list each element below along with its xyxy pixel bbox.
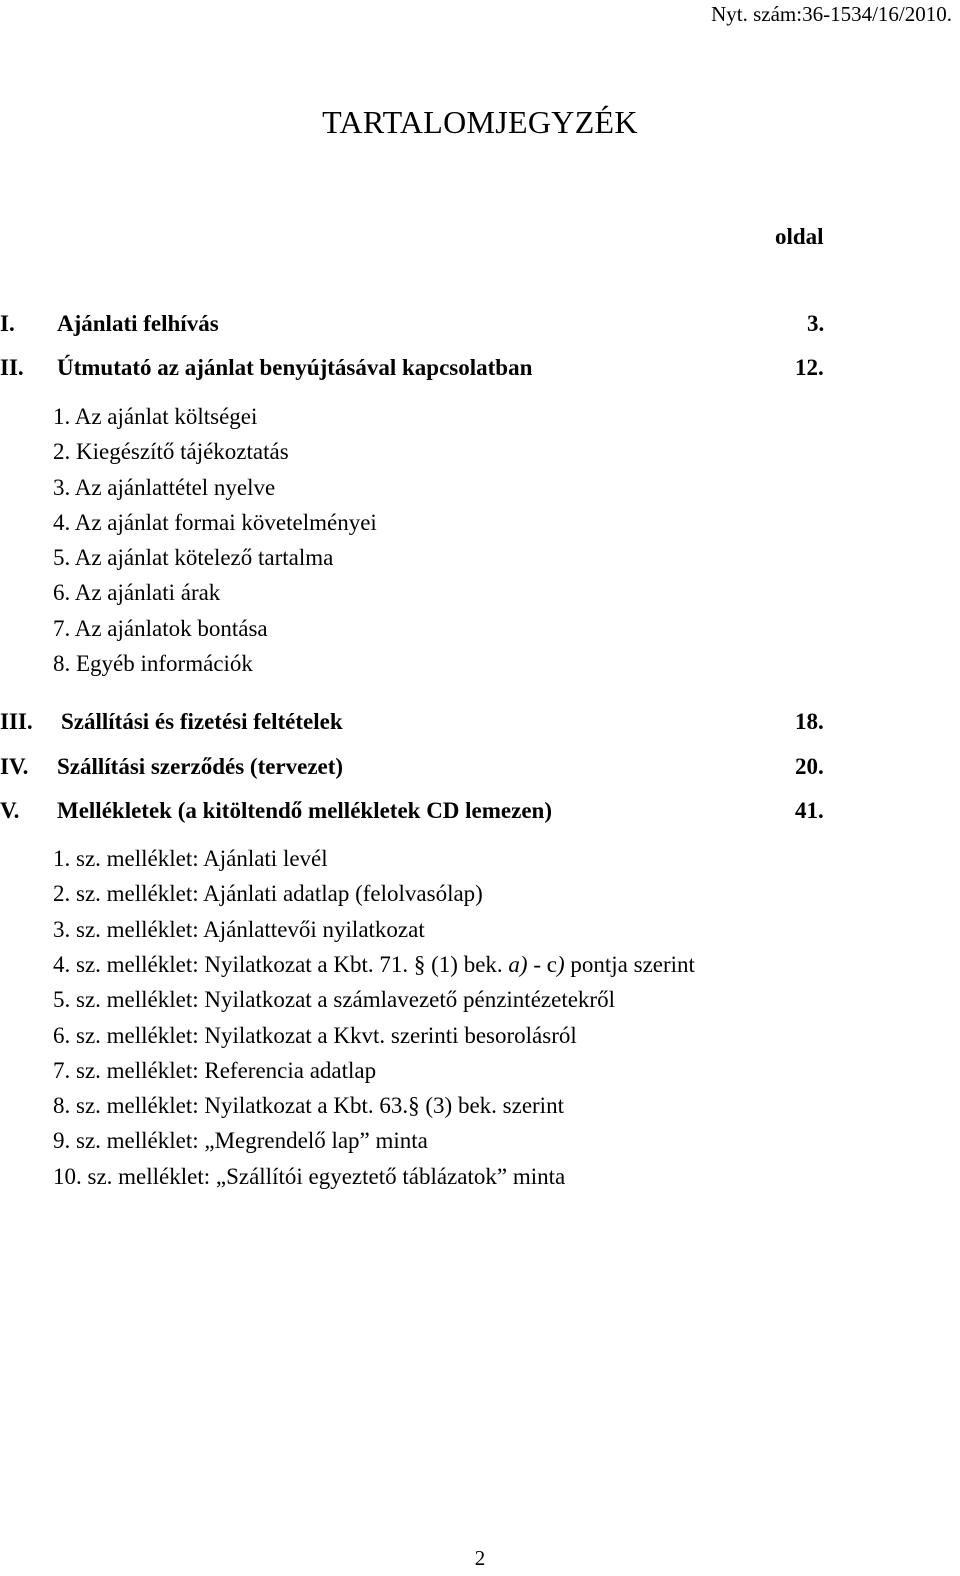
section-title: Útmutató az ajánlat benyújtásával kapcsolatban xyxy=(57,355,533,380)
subsection-item: 1. Az ajánlat költségei xyxy=(53,404,258,429)
subsection-item: 3. Az ajánlattétel nyelve xyxy=(53,475,276,500)
toc-section-4 xyxy=(0,754,28,780)
section-title: Szállítási szerződés (tervezet) xyxy=(57,754,344,779)
attachment-text: 4. sz. melléklet: Nyilatkozat a Kbt. 71. § (1) bek. xyxy=(53,952,509,977)
section-number: IV. xyxy=(0,754,29,779)
attachment-item: 5. sz. melléklet: Nyilatkozat a számlavezető pénzintézetekről xyxy=(53,987,615,1012)
attachment-text: pontja szerint xyxy=(564,952,695,977)
section-page: 20. xyxy=(795,754,824,779)
section-number: I. xyxy=(0,311,15,336)
subsection-item: 6. Az ajánlati árak xyxy=(53,580,221,605)
page-column-label: oldal xyxy=(775,224,824,249)
attachment-item xyxy=(53,952,695,978)
section-number: II. xyxy=(0,355,24,380)
document-reference-number: Nyt. szám:36-1534/16/2010. xyxy=(711,2,952,26)
toc-section-1 xyxy=(0,311,15,337)
section-number: V. xyxy=(0,798,20,823)
attachment-item: 6. sz. melléklet: Nyilatkozat a Kkvt. szerinti besorolásról xyxy=(53,1023,577,1048)
attachment-item: 10. sz. melléklet: „Szállítói egyeztető táblázatok” minta xyxy=(53,1164,566,1189)
attachment-item: 7. sz. melléklet: Referencia adatlap xyxy=(53,1058,377,1083)
attachment-point-a: a) xyxy=(508,952,528,977)
section-page: 18. xyxy=(795,709,824,734)
subsection-item: 7. Az ajánlatok bontása xyxy=(53,616,268,641)
attachment-item: 2. sz. melléklet: Ajánlati adatlap (felolvasólap) xyxy=(53,881,483,906)
section-number: III. xyxy=(0,709,33,734)
page-title: TARTALOMJEGYZÉK xyxy=(322,104,638,140)
attachment-item: 9. sz. melléklet: „Megrendelő lap” minta xyxy=(53,1128,428,1153)
section-title: Szállítási és fizetési feltételek xyxy=(61,709,343,734)
toc-section-2 xyxy=(0,355,24,381)
section-page: 3. xyxy=(807,311,825,336)
subsection-item: 5. Az ajánlat kötelező tartalma xyxy=(53,545,334,570)
attachment-text: - c xyxy=(527,952,557,977)
section-title: Ajánlati felhívás xyxy=(57,311,219,336)
subsection-item: 4. Az ajánlat formai követelményei xyxy=(53,510,377,535)
page-number: 2 xyxy=(474,1546,486,1570)
attachment-item: 1. sz. melléklet: Ajánlati levél xyxy=(53,846,328,871)
section-page: 41. xyxy=(795,798,824,823)
attachment-item: 8. sz. melléklet: Nyilatkozat a Kbt. 63.§ (3) bek. szerint xyxy=(53,1093,564,1118)
attachment-item: 3. sz. melléklet: Ajánlattevői nyilatkozat xyxy=(53,917,425,942)
subsection-item: 8. Egyéb információk xyxy=(53,651,253,676)
section-title: Mellékletek (a kitöltendő mellékletek CD lemezen) xyxy=(57,798,553,823)
toc-section-3 xyxy=(0,709,33,735)
section-page: 12. xyxy=(795,355,824,380)
toc-section-5 xyxy=(0,798,19,824)
attachment-point-close: ) xyxy=(556,952,565,977)
subsection-item: 2. Kiegészítő tájékoztatás xyxy=(53,439,289,464)
